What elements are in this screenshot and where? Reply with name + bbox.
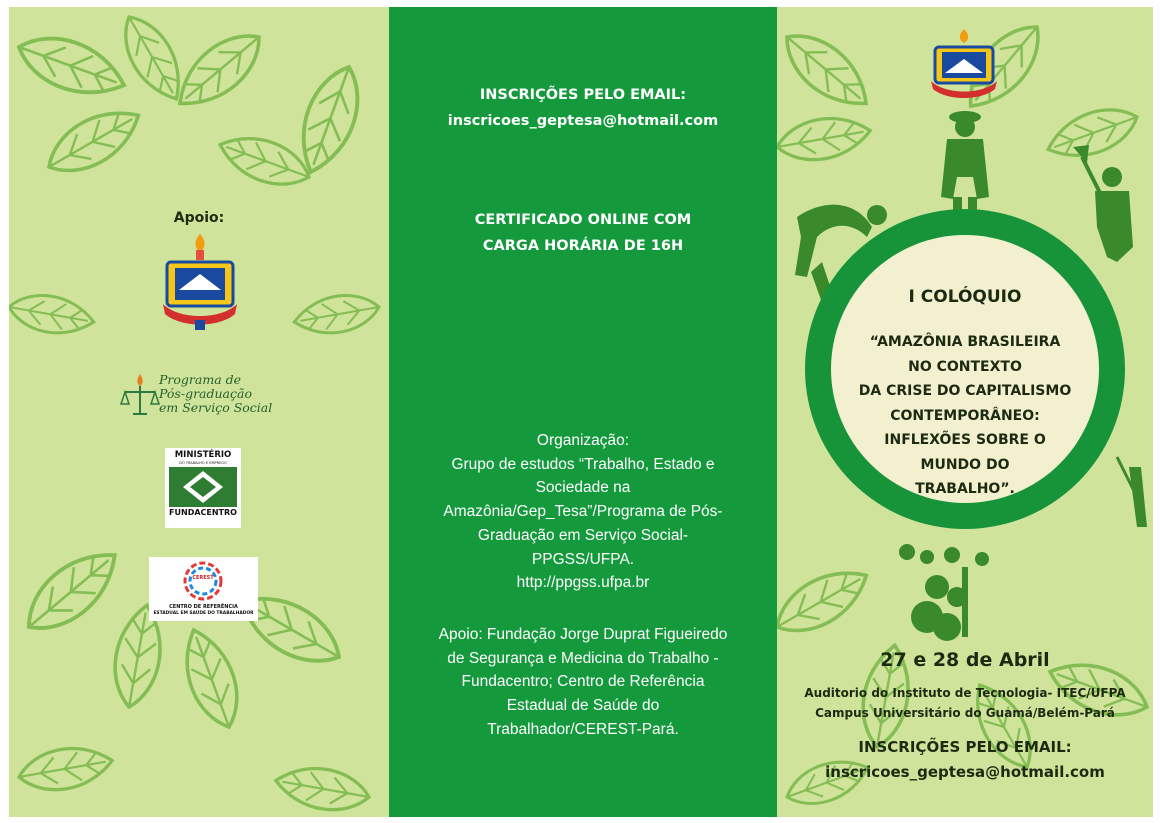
- theme-line: “AMAZÔNIA BRASILEIRA: [869, 334, 1061, 350]
- support-line: Estadual de Saúde do: [506, 697, 660, 715]
- ufpa-crest-logo: [159, 232, 241, 332]
- support-block: [389, 623, 777, 742]
- event-date: 27 e 28 de Abril: [880, 649, 1050, 671]
- cerest-logo: [149, 557, 258, 621]
- venue-line1: Auditorio do Instituto de Tecnologia- ITEC/UFPA: [804, 686, 1126, 700]
- organization-line: Graduação em Serviço Social-: [477, 526, 689, 544]
- certificate-line1: CERTIFICADO ONLINE COM: [474, 212, 692, 228]
- cerest-line1: CENTRO DE REFERÊNCIA: [169, 604, 238, 610]
- cerest-line2: ESTADUAL EM SAÚDE DO TRABALHADOR: [153, 611, 254, 616]
- scales-justice-icon: [119, 372, 161, 418]
- registration-title: INSCRIÇÕES PELO EMAIL:: [479, 87, 687, 103]
- organization-line: Sociedade na: [535, 479, 631, 497]
- left-panel: [9, 7, 389, 817]
- theme-line: INFLEXÕES SOBRE O: [884, 432, 1046, 448]
- program-logo-line: em Serviço Social: [159, 400, 273, 415]
- program-logo-line: Pós-graduação: [159, 386, 252, 401]
- organization-block: [389, 429, 777, 595]
- support-line: Fundacentro; Centro de Referência: [461, 673, 705, 691]
- theme-line: MUNDO DO: [920, 456, 1010, 473]
- support-line: Apoio: Fundação Jorge Duprat Figueiredo: [438, 626, 728, 643]
- registration-email-right: inscricoes_geptesa@hotmail.com: [825, 763, 1105, 781]
- certificate-line2: CARGA HORÁRIA DE 16H: [482, 238, 684, 254]
- right-panel: [777, 7, 1153, 817]
- cerest-center-text: CEREST: [192, 575, 214, 581]
- support-line: de Segurança e Medicina do Trabalho -: [447, 649, 719, 667]
- theme-line: NO CONTEXTO: [908, 358, 1022, 375]
- theme-line: DA CRISE DO CAPITALISMO: [858, 383, 1072, 399]
- middle-panel: [389, 7, 777, 817]
- theme-line: CONTEMPORÂNEO:: [890, 407, 1040, 424]
- event-theme: [777, 330, 1153, 502]
- ministry-line2: DO TRABALHO E EMPREGO: [179, 461, 227, 465]
- theme-line: TRABALHO”.: [915, 481, 1015, 497]
- support-label: Apoio:: [173, 210, 225, 226]
- ministry-line1: MINISTÉRIO: [174, 450, 232, 460]
- organization-line: PPGSS/UFPA.: [531, 550, 635, 568]
- registration-email: inscricoes_geptesa@hotmail.com: [447, 113, 719, 129]
- fundacentro-name: FUNDACENTRO: [169, 508, 237, 517]
- organization-line: Amazônia/Gep_Tesa”/Programa de Pós-: [443, 503, 723, 521]
- organization-line: Organização:: [536, 432, 630, 449]
- registration-title-right: INSCRIÇÕES PELO EMAIL:: [858, 738, 1072, 756]
- program-logo-text: [159, 373, 272, 415]
- fundacentro-logo: [165, 448, 241, 528]
- cerest-people-circle-icon: [177, 559, 229, 603]
- event-title: I COLÓQUIO: [908, 287, 1022, 307]
- support-line: Trabalhador/CEREST-Pará.: [487, 720, 679, 738]
- program-logo-line: Programa de: [159, 372, 242, 387]
- organization-line: Grupo de estudos “Trabalho, Estado e: [451, 455, 715, 473]
- fundacentro-symbol-icon: [169, 467, 237, 507]
- website-link[interactable]: http://ppgss.ufpa.br: [516, 574, 650, 592]
- venue-line2: Campus Universitário do Guamá/Belém-Pará: [815, 706, 1115, 720]
